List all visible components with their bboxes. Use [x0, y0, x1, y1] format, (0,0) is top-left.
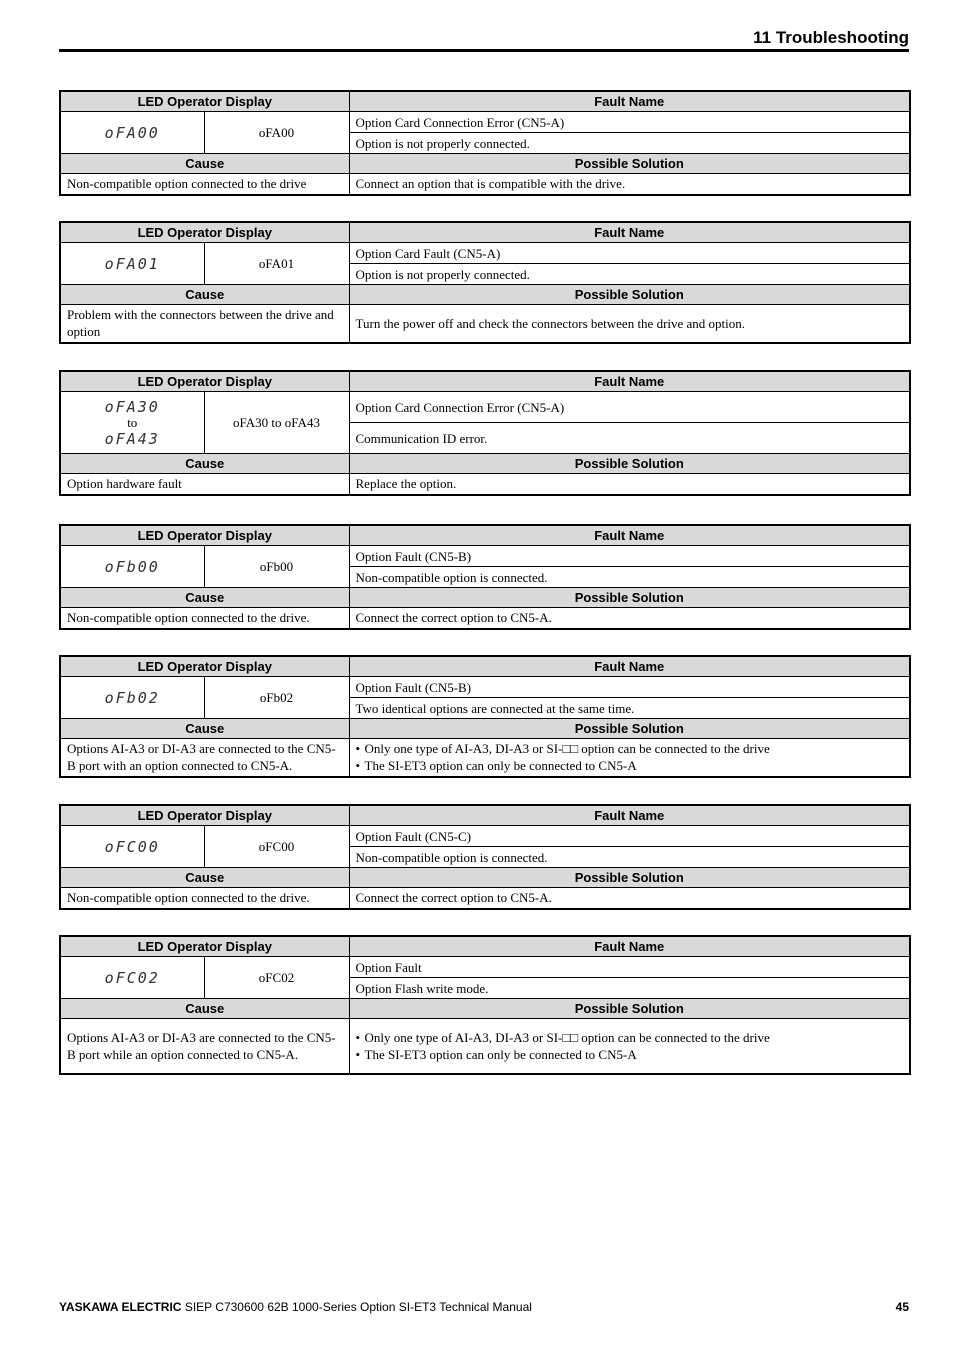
fault-name-header: Fault Name [349, 936, 910, 957]
led-display: oFA01 [60, 243, 204, 285]
led-display-to: to [127, 414, 138, 430]
fault-name-header: Fault Name [349, 656, 910, 677]
fault-description: Non-compatible option is connected. [349, 567, 910, 588]
solution-item: • Only one type of AI-A3, DI-A3 or SI-□□ option can be connected to the drive [356, 740, 904, 757]
fault-name: Option Fault (CN5-C) [349, 826, 910, 847]
cause-header: Cause [60, 154, 349, 174]
fault-code: oFA01 [204, 243, 349, 285]
fault-name: Option Fault [349, 957, 910, 978]
solution-text: Connect the correct option to CN5-A. [349, 888, 910, 909]
cause-text: Non-compatible option connected to the drive. [60, 888, 349, 909]
cause-text: Options AI-A3 or DI-A3 are connected to the CN5-B port with an option connected to CN5-A. [60, 739, 349, 777]
footer-document: SIEP C730600 62B 1000-Series Option SI-ET3 Technical Manual [184, 1300, 532, 1314]
led-display [60, 392, 204, 454]
solution-header: Possible Solution [349, 719, 910, 739]
solution-header: Possible Solution [349, 154, 910, 174]
fault-table-ofc00 [59, 804, 911, 910]
fault-table-ofa30-ofa43 [59, 370, 911, 496]
fault-name-header: Fault Name [349, 805, 910, 826]
solution-text: Replace the option. [349, 474, 910, 495]
solution-list [349, 739, 910, 777]
solution-header: Possible Solution [349, 588, 910, 608]
fault-code: oFA30 to oFA43 [204, 392, 349, 454]
cause-header: Cause [60, 285, 349, 305]
led-header: LED Operator Display [60, 525, 349, 546]
fault-table-ofa00 [59, 90, 911, 196]
fault-description: Option is not properly connected. [349, 264, 910, 285]
fault-description: Option is not properly connected. [349, 133, 910, 154]
led-display: oFC02 [60, 957, 204, 999]
cause-text: Options AI-A3 or DI-A3 are connected to the CN5-B port while an option connected to CN5-A. [60, 1019, 349, 1074]
solution-item: • The SI-ET3 option can only be connected to CN5-A [356, 757, 904, 774]
led-display-start: oFA30 [104, 397, 160, 416]
cause-header: Cause [60, 999, 349, 1019]
fault-name: Option Card Connection Error (CN5-A) [349, 392, 910, 423]
fault-code: oFC00 [204, 826, 349, 868]
fault-name: Option Fault (CN5-B) [349, 677, 910, 698]
fault-name-header: Fault Name [349, 525, 910, 546]
fault-code: oFA00 [204, 112, 349, 154]
fault-description: Non-compatible option is connected. [349, 847, 910, 868]
section-title: 11 Troubleshooting [753, 28, 909, 47]
led-header: LED Operator Display [60, 222, 349, 243]
fault-code: oFC02 [204, 957, 349, 999]
fault-table-ofb02 [59, 655, 911, 778]
fault-table-ofc02 [59, 935, 911, 1075]
cause-text: Option hardware fault [60, 474, 349, 495]
solution-item: • The SI-ET3 option can only be connected to CN5-A [356, 1046, 904, 1063]
page-header [59, 28, 909, 52]
led-header: LED Operator Display [60, 936, 349, 957]
led-header: LED Operator Display [60, 371, 349, 392]
fault-description: Communication ID error. [349, 423, 910, 454]
fault-description: Option Flash write mode. [349, 978, 910, 999]
fault-code: oFb00 [204, 546, 349, 588]
solution-header: Possible Solution [349, 454, 910, 474]
cause-text: Problem with the connectors between the drive and option [60, 305, 349, 343]
led-display-end: oFA43 [104, 429, 160, 448]
solution-header: Possible Solution [349, 285, 910, 305]
cause-header: Cause [60, 454, 349, 474]
fault-table-ofa01 [59, 221, 911, 344]
fault-name: Option Card Fault (CN5-A) [349, 243, 910, 264]
solution-text: Turn the power off and check the connectors between the drive and option. [349, 305, 910, 343]
fault-name: Option Card Connection Error (CN5-A) [349, 112, 910, 133]
led-display: oFb02 [60, 677, 204, 719]
led-display: oFA00 [60, 112, 204, 154]
solution-text: Connect the correct option to CN5-A. [349, 608, 910, 629]
solution-list [349, 1019, 910, 1074]
led-header: LED Operator Display [60, 656, 349, 677]
page-number: 45 [895, 1300, 909, 1314]
cause-text: Non-compatible option connected to the drive [60, 174, 349, 195]
solution-text: Connect an option that is compatible with the drive. [349, 174, 910, 195]
footer-brand: YASKAWA ELECTRIC [59, 1300, 182, 1314]
cause-header: Cause [60, 868, 349, 888]
led-header: LED Operator Display [60, 91, 349, 112]
fault-code: oFb02 [204, 677, 349, 719]
solution-header: Possible Solution [349, 999, 910, 1019]
cause-header: Cause [60, 719, 349, 739]
solution-header: Possible Solution [349, 868, 910, 888]
led-display: oFb00 [60, 546, 204, 588]
led-display: oFC00 [60, 826, 204, 868]
fault-name: Option Fault (CN5-B) [349, 546, 910, 567]
fault-name-header: Fault Name [349, 91, 910, 112]
page-footer [59, 1300, 909, 1314]
cause-text: Non-compatible option connected to the drive. [60, 608, 349, 629]
fault-name-header: Fault Name [349, 222, 910, 243]
led-header: LED Operator Display [60, 805, 349, 826]
fault-table-ofb00 [59, 524, 911, 630]
fault-name-header: Fault Name [349, 371, 910, 392]
solution-item: • Only one type of AI-A3, DI-A3 or SI-□□ option can be connected to the drive [356, 1029, 904, 1046]
fault-description: Two identical options are connected at the same time. [349, 698, 910, 719]
cause-header: Cause [60, 588, 349, 608]
